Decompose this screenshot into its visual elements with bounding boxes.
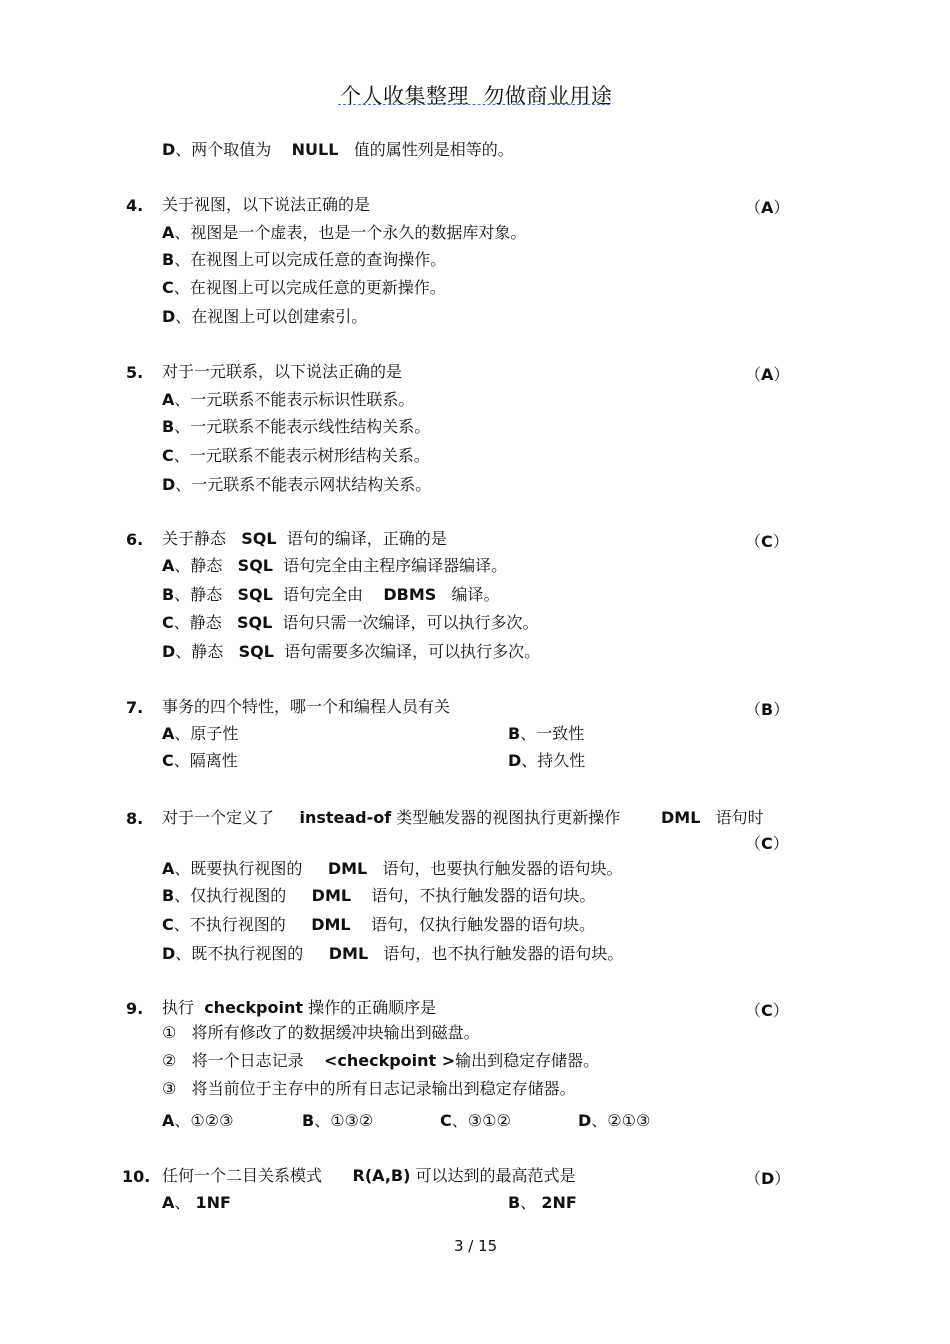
option-d: D、②①③ [578, 1111, 651, 1130]
step-2: ② 将一个日志记录 <checkpoint >输出到稳定存储器。 [162, 1051, 600, 1070]
option-d: D、既不执行视图的 DML 语句，也不执行触发器的语句块。 [162, 944, 624, 963]
option-c: C、③①② [440, 1111, 511, 1130]
answer-box: （A） [745, 198, 790, 217]
answer-letter: D [761, 1169, 775, 1188]
option-c: C、隔离性 [162, 751, 238, 770]
question-number: 4. [126, 196, 144, 215]
option-b: B、 2NF [508, 1193, 577, 1212]
question-stem: 关于视图，以下说法正确的是 [162, 195, 371, 214]
answer-box: （C） [745, 1001, 789, 1020]
question-stem: 对于一个定义了 instead-of 类型触发器的视图执行更新操作 DML 语句时 [162, 808, 764, 827]
answer-box: （C） [745, 532, 789, 551]
question-number: 8. [126, 809, 144, 828]
q3-option-d [162, 140, 514, 160]
option-c: C、一元联系不能表示树形结构关系。 [162, 446, 430, 465]
question-number: 10. [122, 1167, 151, 1186]
answer-box: （B） [745, 700, 790, 719]
header-underline [338, 104, 610, 105]
option-c: C、不执行视图的 DML 语句，仅执行触发器的语句块。 [162, 915, 595, 934]
option-d: D、在视图上可以创建索引。 [162, 307, 368, 326]
option-c: C、静态 SQL 语句只需一次编译，可以执行多次。 [162, 613, 539, 632]
question-stem: 执行 checkpoint 操作的正确顺序是 [162, 998, 437, 1017]
option-a: A、原子性 [162, 724, 239, 743]
question-number: 5. [126, 363, 144, 382]
answer-letter: C [761, 532, 773, 551]
option-a: A、静态 SQL 语句完全由主程序编译器编译。 [162, 556, 508, 575]
option-b: B、①③② [302, 1111, 374, 1130]
option-b: B、一致性 [508, 724, 585, 743]
answer-letter: B [761, 700, 774, 719]
page-number: 3 / 15 [454, 1237, 498, 1255]
answer-letter: A [761, 198, 774, 217]
option-b: B、在视图上可以完成任意的查询操作。 [162, 250, 447, 269]
question-number: 7. [126, 698, 144, 717]
option-c: C、在视图上可以完成任意的更新操作。 [162, 278, 446, 297]
question-stem: 事务的四个特性，哪一个和编程人员有关 [162, 697, 451, 716]
question-stem: 关于静态 SQL 语句的编译，正确的是 [162, 529, 447, 548]
question-stem: 对于一元联系，以下说法正确的是 [162, 362, 403, 381]
page-header: 个人收集整理 勿做商业用途 [340, 84, 613, 108]
option-text: 、两个取值为 [175, 140, 272, 159]
answer-box: （C） [745, 834, 789, 853]
keyword: NULL [291, 140, 339, 159]
option-text: 值的属性列是相等的。 [353, 140, 514, 159]
step-3: ③ 将当前位于主存中的所有日志记录输出到稳定存储器。 [162, 1079, 576, 1098]
option-b: B、静态 SQL 语句完全由 DBMS 编译。 [162, 585, 500, 604]
option-d: D、静态 SQL 语句需要多次编译，可以执行多次。 [162, 642, 541, 661]
option-letter: D [162, 140, 176, 159]
option-d: D、持久性 [508, 751, 586, 770]
answer-box: （A） [745, 365, 790, 384]
option-a: A、视图是一个虚表，也是一个永久的数据库对象。 [162, 223, 527, 242]
option-a: A、 1NF [162, 1193, 231, 1212]
option-a: A、一元联系不能表示标识性联系。 [162, 390, 415, 409]
option-a: A、①②③ [162, 1111, 234, 1130]
question-number: 9. [126, 999, 144, 1018]
answer-box: （D） [745, 1169, 791, 1188]
option-b: B、仅执行视图的 DML 语句，不执行触发器的语句块。 [162, 886, 596, 905]
question-stem: 任何一个二目关系模式 R(A,B) 可以达到的最高范式是 [162, 1166, 576, 1185]
answer-letter: C [761, 834, 773, 853]
question-number: 6. [126, 530, 144, 549]
answer-letter: A [761, 365, 774, 384]
answer-letter: C [761, 1001, 773, 1020]
option-b: B、一元联系不能表示线性结构关系。 [162, 417, 431, 436]
option-a: A、既要执行视图的 DML 语句，也要执行触发器的语句块。 [162, 859, 623, 878]
option-d: D、一元联系不能表示网状结构关系。 [162, 475, 432, 494]
step-1: ① 将所有修改了的数据缓冲块输出到磁盘。 [162, 1023, 480, 1042]
